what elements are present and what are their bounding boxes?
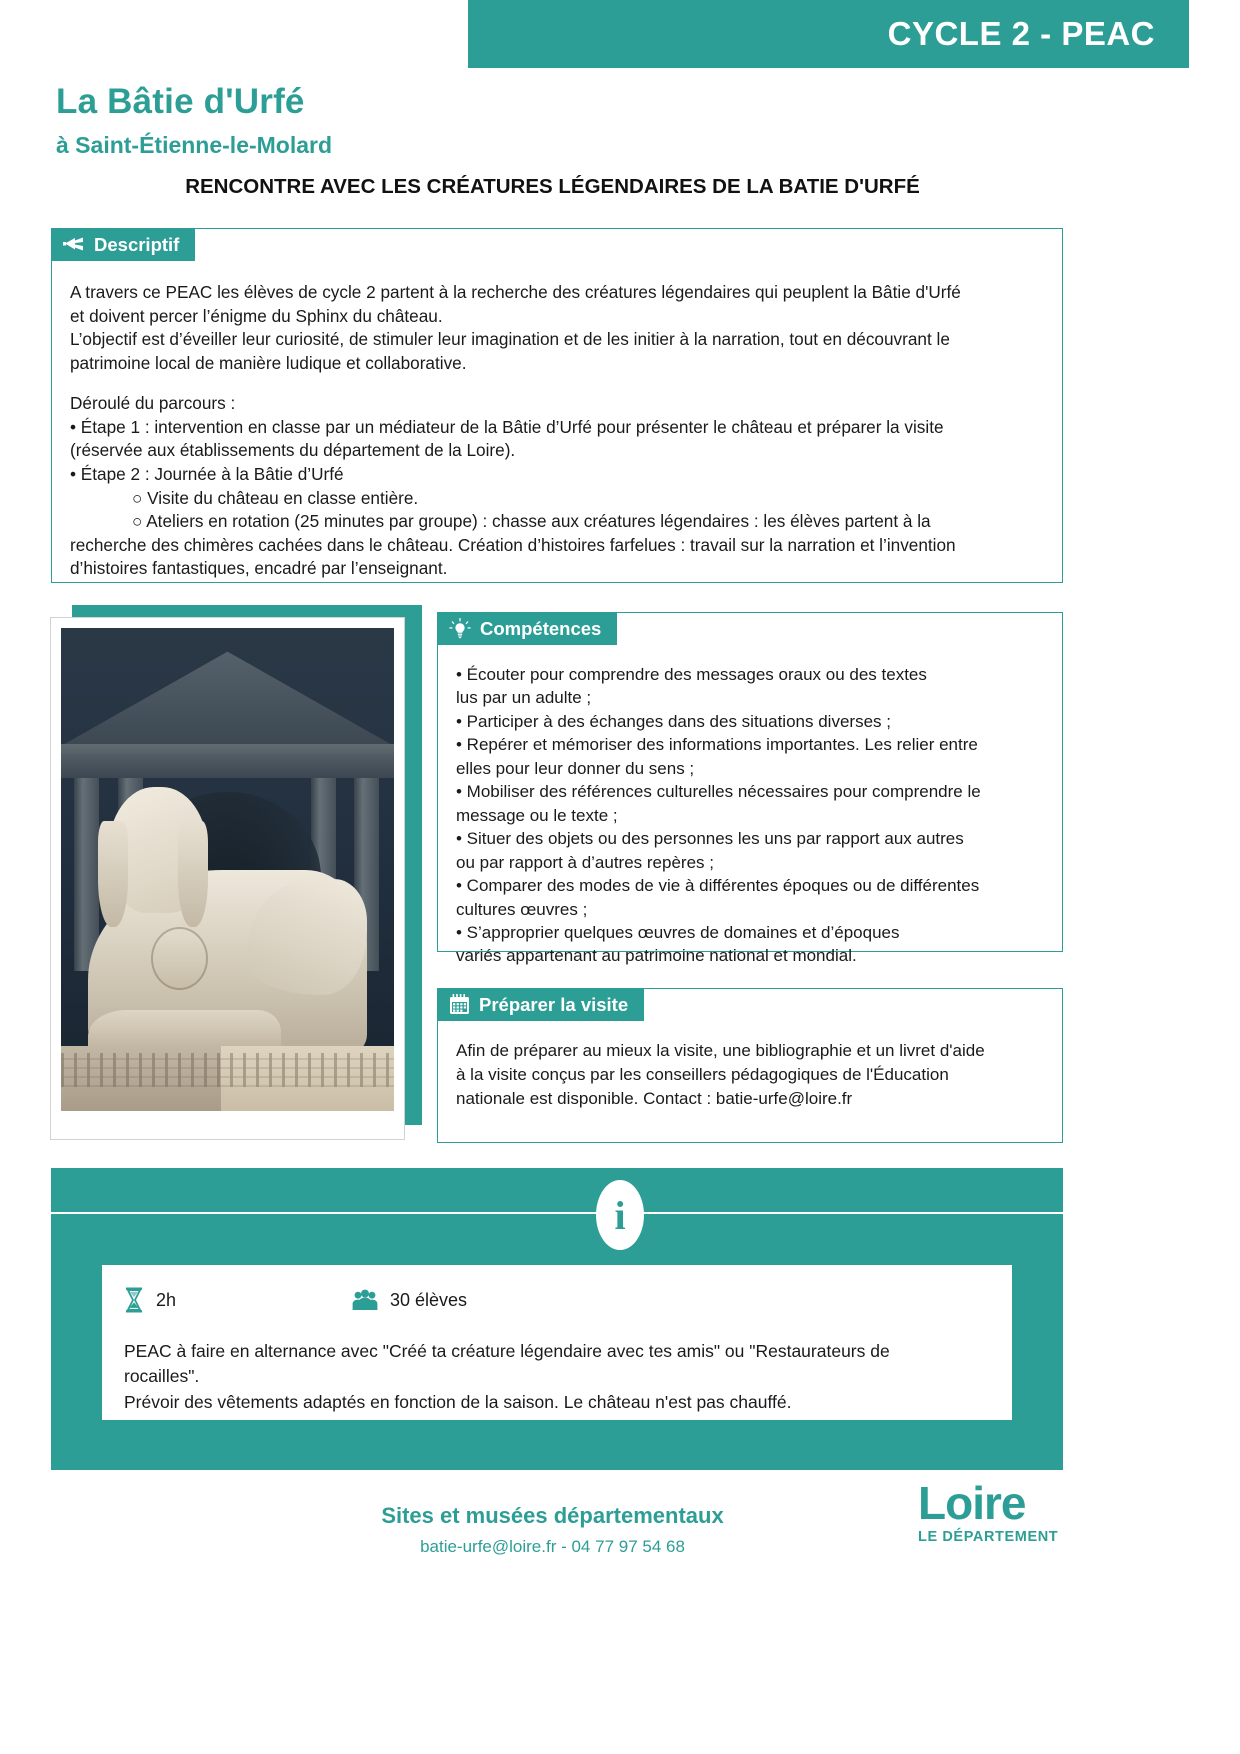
competences-panel — [437, 612, 1063, 966]
page-title: La Bâtie d'Urfé — [56, 82, 305, 121]
preparer-line: Afin de préparer au mieux la visite, une bibliographie et un livret d'aide — [456, 1041, 985, 1060]
descriptif-line: d’histoires fantastiques, encadré par l’enseignant. — [70, 558, 448, 579]
descriptif-subline: ○ Ateliers en rotation (25 minutes par groupe) : chasse aux créatures légendaires : les élèves partent à la — [132, 511, 931, 532]
calendar-icon — [449, 994, 470, 1015]
duration-value: 2h — [156, 1289, 177, 1310]
competences-tab — [437, 612, 617, 645]
descriptif-tab — [51, 228, 195, 261]
cycle-badge-bar — [468, 0, 1189, 68]
competence-line: • Comparer des modes de vie à différentes époques ou de différentes — [456, 876, 980, 896]
descriptif-line: L’objectif est d’éveiller leur curiosité, de stimuler leur imagination et de les initier à la narration, tout en découvrant le — [70, 329, 950, 350]
info-note-line: Prévoir des vêtements adaptés en fonction de la saison. Le château n'est pas chauffé. — [124, 1391, 792, 1412]
competence-line: • Repérer et mémoriser des informations importantes. Les relier entre — [456, 735, 978, 755]
photo-frame — [50, 617, 405, 1140]
descriptif-line: recherche des chimères cachées dans le château. Création d’histoires farfelues : travail sur la narration et l’invention — [70, 534, 956, 555]
cycle-badge-label: CYCLE 2 - PEAC — [887, 15, 1155, 52]
group-meta — [352, 1289, 467, 1311]
descriptif-line: (réservée aux établissements du département de la Loire). — [70, 440, 516, 461]
group-value: 30 élèves — [390, 1289, 468, 1310]
competences-tab-label: Compétences — [480, 617, 602, 639]
loire-logo — [918, 1477, 1068, 1545]
megaphone-icon — [63, 236, 85, 253]
competence-line: lus par un adulte ; — [456, 688, 592, 708]
descriptif-panel — [51, 228, 1063, 583]
descriptif-subline: ○ Visite du château en classe entière. — [132, 487, 419, 508]
competence-line: message ou le texte ; — [456, 805, 618, 825]
spacer — [70, 375, 1044, 392]
competence-line: variés appartenant au patrimoine national et mondial. — [456, 946, 857, 966]
preparer-tab — [437, 988, 644, 1021]
info-note — [124, 1339, 990, 1415]
competences-body — [438, 613, 1062, 982]
info-badge — [596, 1180, 644, 1250]
loire-logo-sub: LE DÉPARTEMENT — [918, 1529, 1059, 1545]
page-subtitle: à Saint-Étienne-le-Molard — [56, 132, 333, 158]
preparer-line: nationale est disponible. Contact : batie-urfe@loire.fr — [456, 1088, 853, 1108]
competence-line: cultures œuvres ; — [456, 899, 588, 919]
competence-line: • Participer à des échanges dans des situations diverses ; — [456, 711, 891, 731]
competence-line: elles pour leur donner du sens ; — [456, 758, 695, 778]
competence-line: • Mobiliser des références culturelles nécessaires pour comprendre le — [456, 782, 981, 802]
descriptif-tab-label: Descriptif — [94, 233, 180, 255]
competence-line: • Situer des objets ou des personnes les uns par rapport aux autres — [456, 829, 964, 849]
sphinx-photo — [61, 628, 394, 1111]
info-meta-row — [124, 1283, 990, 1317]
duration-meta — [124, 1287, 352, 1313]
competence-line: ou par rapport à d’autres repères ; — [456, 852, 714, 872]
descriptif-deroule-heading: Déroulé du parcours : — [70, 393, 236, 414]
descriptif-line: patrimoine local de manière ludique et collaborative. — [70, 352, 467, 373]
footer-contact[interactable]: batie-urfe@loire.fr - 04 77 97 54 68 — [420, 1537, 685, 1556]
descriptif-line: et doivent percer l’énigme du Sphinx du château. — [70, 305, 443, 326]
people-icon — [352, 1289, 378, 1311]
preparer-line: à la visite conçus par les conseillers pédagogiques de l'Éducation — [456, 1064, 949, 1084]
footer-title: Sites et musées départementaux — [381, 1503, 724, 1528]
descriptif-line: • Étape 2 : Journée à la Bâtie d’Urfé — [70, 463, 344, 484]
descriptif-line: • Étape 1 : intervention en classe par un médiateur de la Bâtie d’Urfé pour présenter le château et préparer la visite — [70, 416, 944, 437]
loire-logo-main: Loire — [918, 1477, 1026, 1529]
preparer-tab-label: Préparer la visite — [479, 993, 629, 1015]
document-subtitle: RENCONTRE AVEC LES CRÉATURES LÉGENDAIRES DE LA BATIE D'URFÉ — [185, 175, 920, 198]
info-note-line: PEAC à faire en alternance avec "Créé ta créature légendaire avec tes amis" ou "Restaurateurs de — [124, 1341, 890, 1361]
info-badge-letter: i — [614, 1192, 626, 1238]
descriptif-line: A travers ce PEAC les élèves de cycle 2 partent à la recherche des créatures légendaires qui peuplent la Bâtie d'Urfé — [70, 282, 961, 302]
info-card — [102, 1265, 1012, 1420]
descriptif-body — [52, 229, 1062, 595]
info-divider — [45, 1212, 1069, 1214]
lightbulb-icon — [449, 618, 471, 640]
preparer-panel — [437, 988, 1063, 1143]
hourglass-icon — [124, 1287, 144, 1313]
info-note-line: rocailles". — [124, 1366, 200, 1387]
competence-line: • Écouter pour comprendre des messages oraux ou des textes — [456, 665, 927, 684]
competence-line: • S’approprier quelques œuvres de domaines et d’époques — [456, 922, 900, 942]
